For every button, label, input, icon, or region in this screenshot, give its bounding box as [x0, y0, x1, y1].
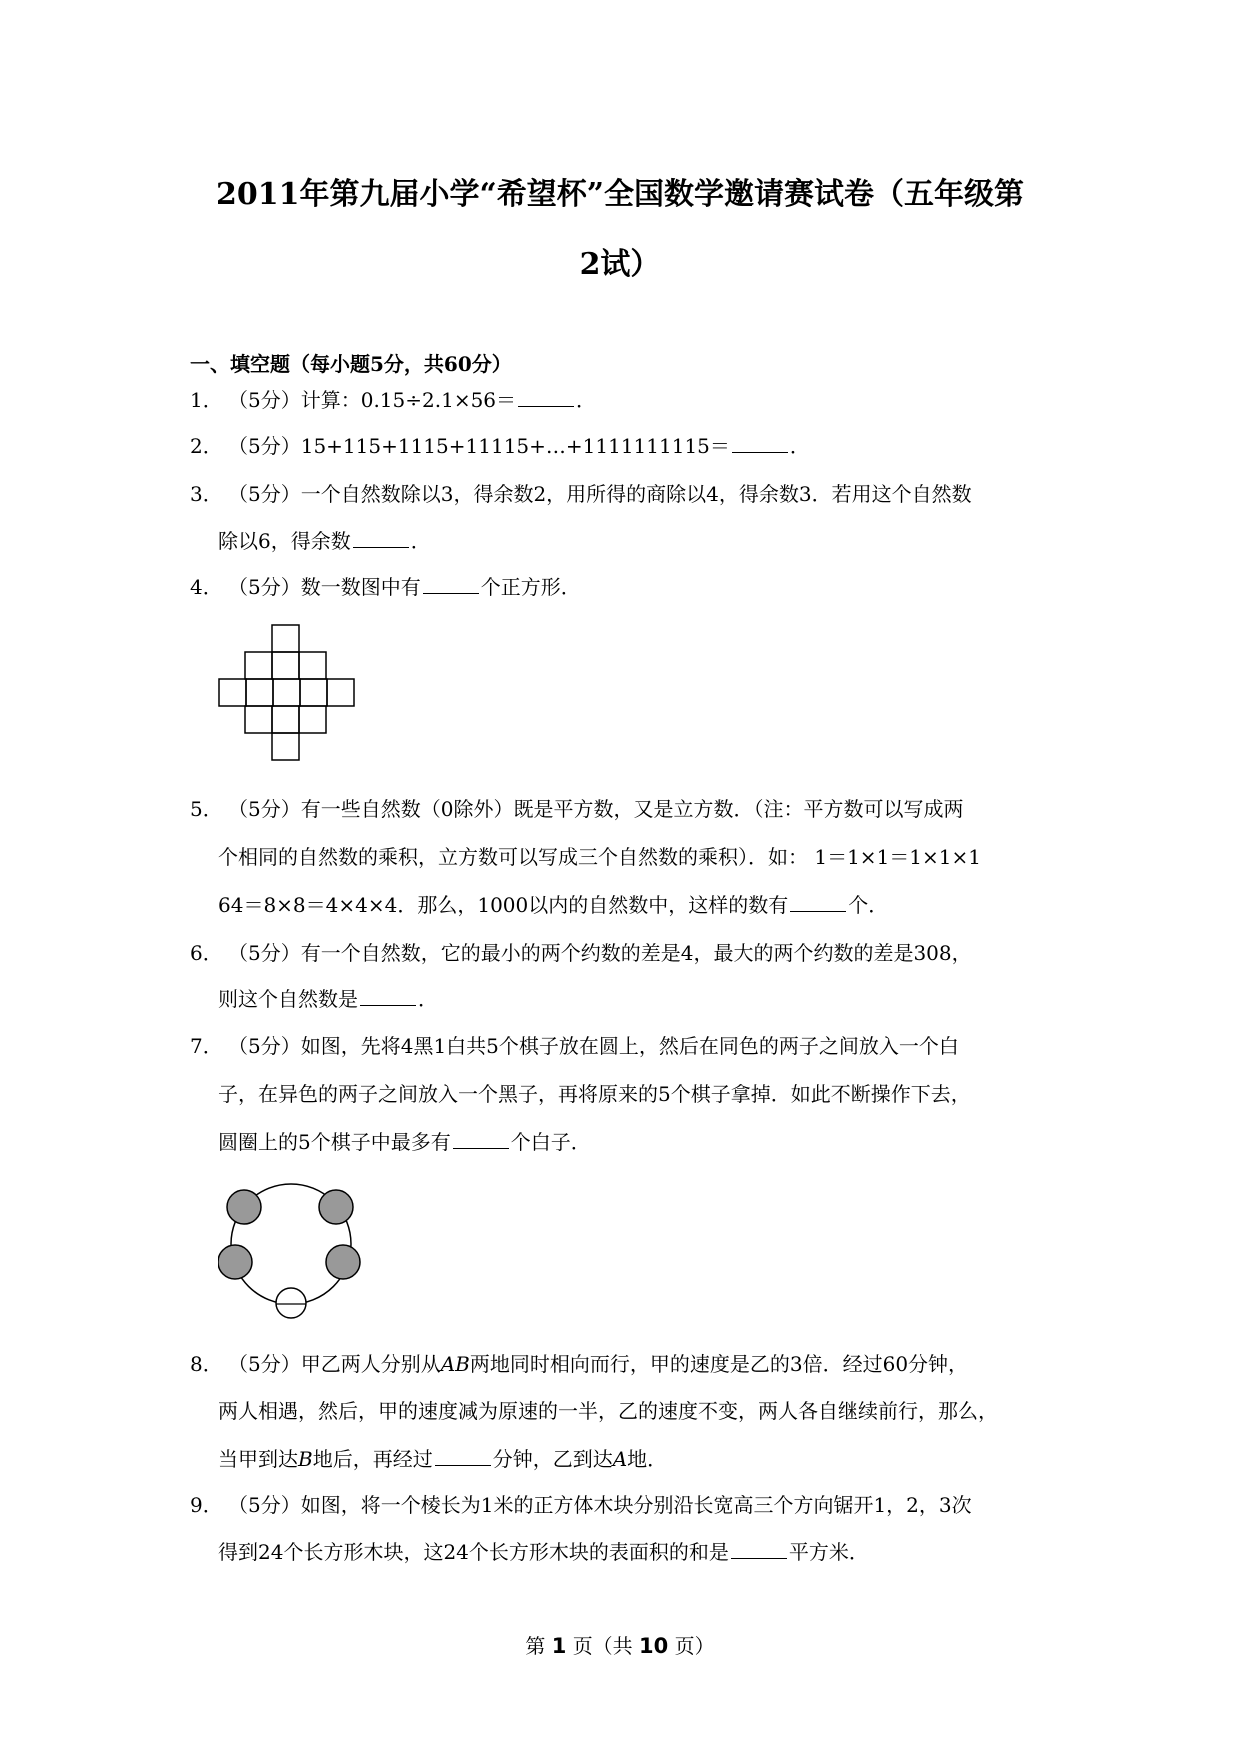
- question-number: 7．: [190, 1034, 223, 1058]
- question-number: 1．: [190, 388, 223, 412]
- question-3-continued: 除以6，得余数 ．: [218, 529, 431, 553]
- answer-blank: [423, 575, 479, 594]
- section-heading: 一、填空题（每小题5分，共60分）: [190, 352, 512, 376]
- question-4: 4． （5分）数一数图中有 个正方形．: [190, 575, 581, 599]
- answer-blank: [453, 1130, 509, 1149]
- question-7-line2: 子，在异色的两子之间放入一个黑子，再将原来的5个棋子拿掉．如此不断操作下去，: [218, 1082, 971, 1106]
- question-number: 5．: [190, 797, 223, 821]
- answer-blank: [360, 987, 416, 1006]
- total-pages: 10: [639, 1634, 669, 1658]
- document-title-line2: 2试）: [579, 247, 661, 282]
- question-5-line3: 64＝8×8＝4×4×4．那么，1000以内的自然数中，这样的数有 个．: [218, 893, 889, 917]
- question-2: 2． （5分）15+115+1115+11115+…+1111111115＝ ．: [190, 434, 810, 458]
- white-stone: [276, 1288, 306, 1318]
- question-7: 7． （5分）如图，先将4黑1白共5个棋子放在圆上，然后在同色的两子之间放入一个白: [190, 1034, 959, 1058]
- question-8-line3: 当甲到达B地后，再经过 分钟，乙到达A地．: [218, 1447, 668, 1471]
- black-stone: [218, 1245, 252, 1279]
- answer-blank: [790, 893, 846, 912]
- question-7-line3: 圆圈上的5个棋子中最多有 个白子．: [218, 1130, 591, 1154]
- question-8: 8． （5分）甲乙两人分别从AB两地同时相向而行，甲的速度是乙的3倍．经过60分钟，: [190, 1352, 969, 1376]
- answer-blank: [353, 529, 409, 548]
- black-stone: [227, 1190, 261, 1224]
- black-stone: [319, 1190, 353, 1224]
- question-number: 2．: [190, 434, 223, 458]
- current-page-number: 1: [551, 1634, 567, 1658]
- question-5-line2: 个相同的自然数的乘积，立方数可以写成三个自然数的乘积）．如： 1＝1×1＝1×1×1: [218, 845, 981, 869]
- question-number: 9．: [190, 1493, 223, 1517]
- answer-blank: [435, 1447, 491, 1466]
- question-5: 5． （5分）有一些自然数（0除外）既是平方数，又是立方数．（注：平方数可以写成两: [190, 797, 964, 821]
- document-title-line1: 2011年第九届小学“希望杯”全国数学邀请赛试卷（五年级第: [215, 177, 1024, 212]
- question-6: 6． （5分）有一个自然数，它的最小的两个约数的差是4，最大的两个约数的差是308，: [190, 941, 972, 965]
- question-8-line2: 两人相遇，然后，甲的速度减为原速的一半，乙的速度不变，两人各自继续前行，那么，: [218, 1399, 998, 1423]
- question-3: 3． （5分）一个自然数除以3，得余数2，用所得的商除以4，得余数3．若用这个自然数: [190, 482, 972, 506]
- question-number: 3．: [190, 482, 223, 506]
- answer-blank: [731, 1540, 787, 1559]
- question-1: 1． （5分）计算：0.15÷2.1×56＝ ．: [190, 388, 597, 412]
- stones-on-circle-figure: [218, 1170, 368, 1320]
- square-grid-figure: [218, 624, 358, 764]
- question-number: 8．: [190, 1352, 223, 1376]
- answer-blank: [732, 434, 788, 453]
- question-number: 6．: [190, 941, 223, 965]
- answer-blank: [518, 388, 574, 407]
- question-9: 9． （5分）如图，将一个棱长为1米的正方体木块分别沿长宽高三个方向锯开1，2，3次: [190, 1493, 972, 1517]
- question-6-continued: 则这个自然数是 ．: [218, 987, 438, 1011]
- question-9-continued: 得到24个长方形木块，这24个长方形木块的表面积的和是 平方米．: [218, 1540, 869, 1564]
- black-stone: [326, 1245, 360, 1279]
- page-footer: 第 1 页（共 10 页）: [525, 1634, 715, 1658]
- question-number: 4．: [190, 575, 223, 599]
